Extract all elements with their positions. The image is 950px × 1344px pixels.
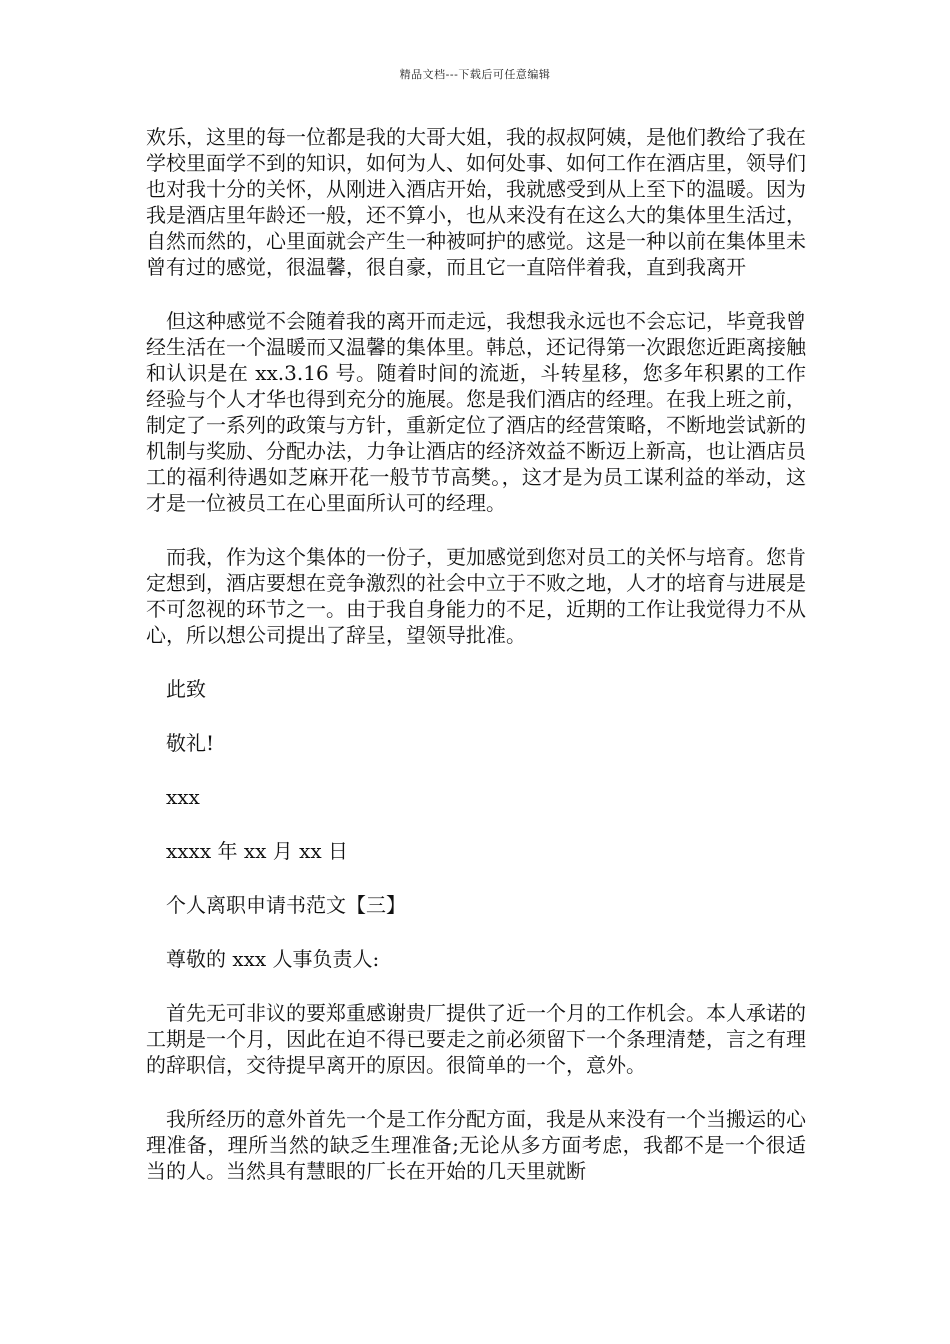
paragraph-5: 我所经历的意外首先一个是工作分配方面，我是从来没有一个当搬运的心理准备，理所当然的缺乏生理准备;无论从多方面考虑，我都不是一个很适当的人。当然具有慧眼的厂长在开始的几天里就断 bbox=[146, 1107, 806, 1183]
section-title: 个人离职申请书范文【三】 bbox=[166, 893, 406, 917]
document-body bbox=[146, 124, 806, 1212]
signature-name: xxx bbox=[166, 785, 200, 809]
paragraph-2: 但这种感觉不会随着我的离开而走远，我想我永远也不会忘记，毕竟我曾经生活在一个温暖而又温馨的集体里。韩总，还记得第一次跟您近距离接触和认识是在 xx.3.16 号。随着时间的流逝，斗转星移，您多年积累的工作经验与个人才华也得到充分的施展。您是我们酒店的经理。在我上班之前，制定了一系列的政策与方针，重新定位了酒店的经营策略，不断地尝试新的机制与奖励、分配办法，力争让酒店的经济效益不断迈上新高，也让酒店员工的福利待遇如芝麻开花一般节节高樊。，这才是为员工谋利益的举动，这才是一位被员工在心里面所认可的经理。 bbox=[146, 309, 806, 515]
page-header: 精品文档---下载后可任意编辑 bbox=[399, 68, 551, 81]
closing-respect: 敬礼! bbox=[166, 731, 215, 755]
paragraph-4: 首先无可非议的要郑重感谢贵厂提供了近一个月的工作机会。本人承诺的工期是一个月，因此在迫不得已要走之前必须留下一个条理清楚，言之有理的辞职信，交待提早离开的原因。很简单的一个，意外。 bbox=[146, 1001, 806, 1077]
paragraph-3: 而我，作为这个集体的一份子，更加感觉到您对员工的关怀与培育。您肯定想到，酒店要想在竞争激烈的社会中立于不败之地，人才的培育与进展是不可忽视的环节之一。由于我自身能力的不足，近期的工作让我觉得力不从心，所以想公司提出了辞呈，望领导批准。 bbox=[146, 545, 806, 647]
paragraph-1: 欢乐，这里的每一位都是我的大哥大姐，我的叔叔阿姨，是他们教给了我在学校里面学不到的知识，如何为人、如何处事、如何工作在酒店里，领导们也对我十分的关怀，从刚进入酒店开始，我就感受到从上至下的温暖。因为我是酒店里年龄还一般，还不算小，也从来没有在这么大的集体里生活过，自然而然的，心里面就会产生一种被呵护的感觉。这是一种以前在集体里未曾有过的感觉，很温馨，很自豪，而且它一直陪伴着我，直到我离开 bbox=[146, 125, 806, 279]
closing-salutation: 此致 bbox=[166, 677, 206, 701]
letter-greeting: 尊敬的 xxx 人事负责人: bbox=[166, 947, 380, 971]
signature-date: xxxx 年 xx 月 xx 日 bbox=[166, 839, 349, 863]
